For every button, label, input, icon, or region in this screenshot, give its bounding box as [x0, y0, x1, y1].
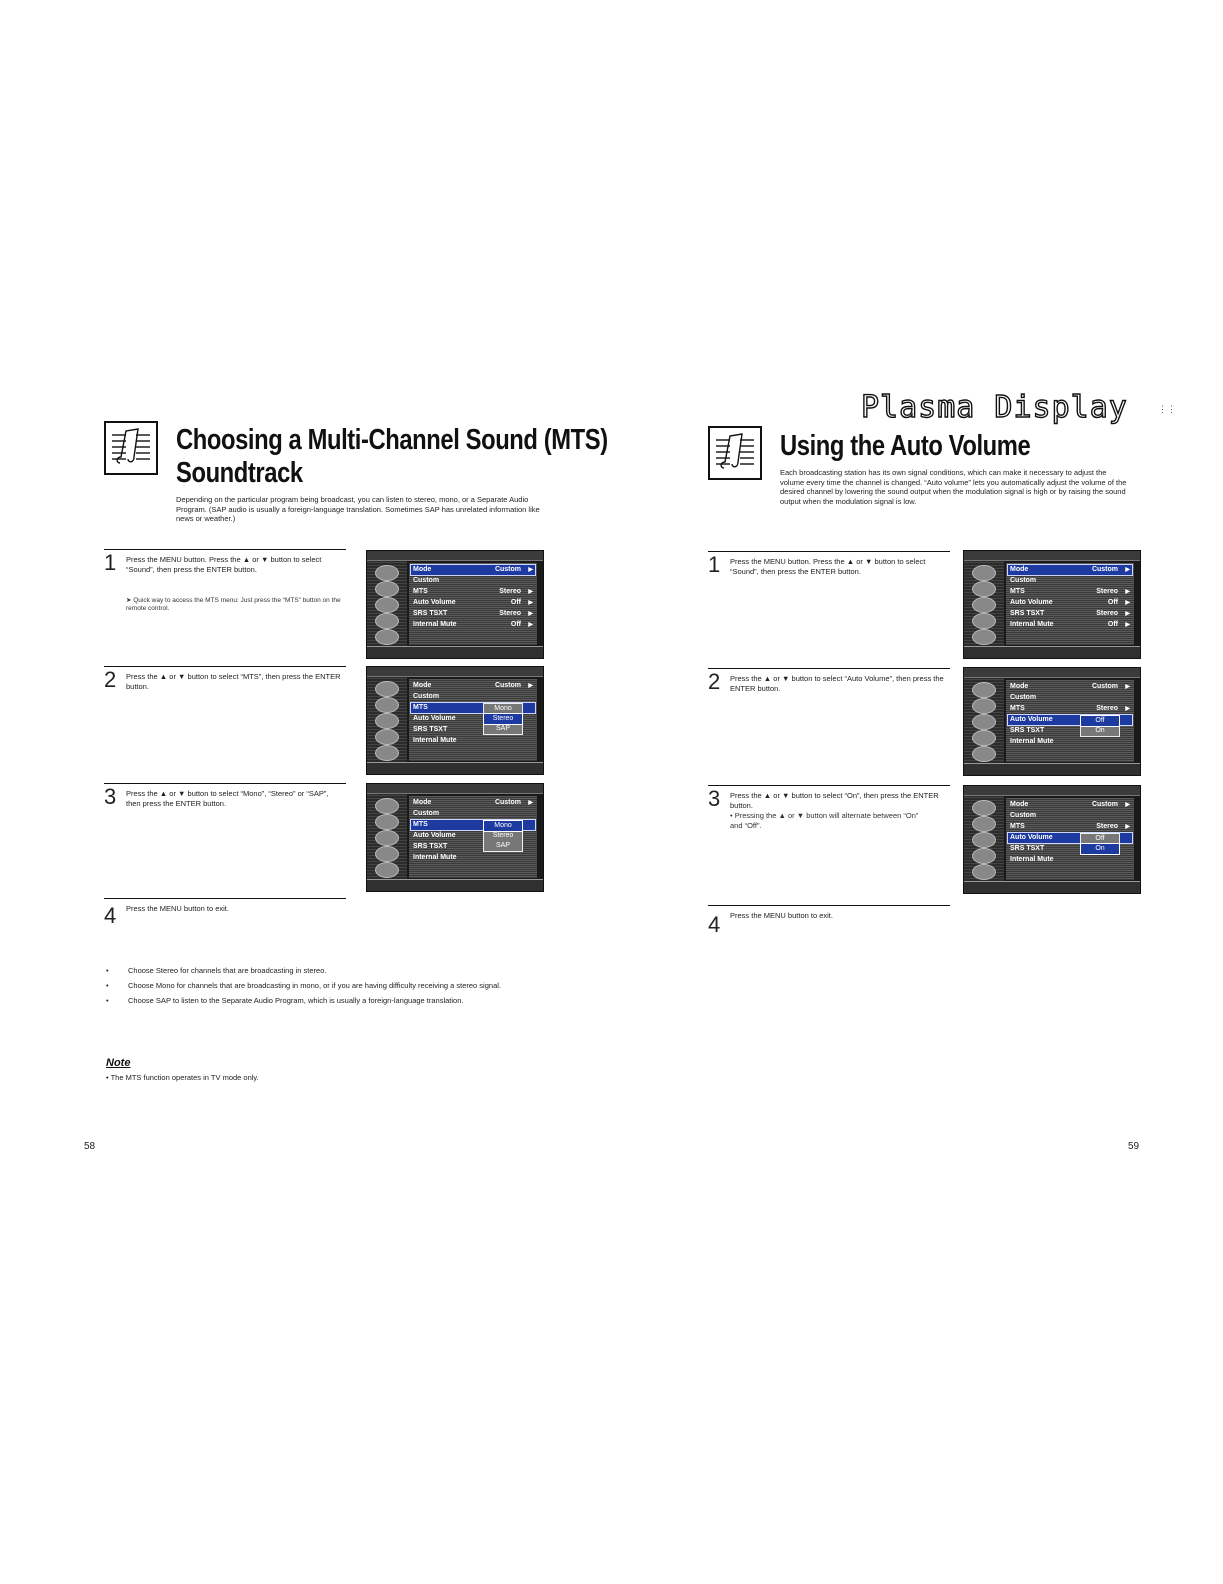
- menu-category-icon: [375, 681, 399, 697]
- osd-menu-row[interactable]: [1008, 822, 1132, 832]
- osd-row-label: MTS: [413, 704, 428, 711]
- page-title-line2: Soundtrack: [176, 457, 303, 489]
- intro-text-right: Each broadcasting station has its own signal conditions, which can make it necessary to adjust the volume every time the channel is changed. “Auto volume” lets you automatically adjust the volume of the desired channel by lowering the sound output when the modulation signal is high or by raising the sound output when the modulation signal is low.: [780, 468, 1127, 506]
- osd-help-bar: [964, 881, 1140, 893]
- chevron-right-icon: ▶: [1125, 684, 1130, 690]
- osd-menu-row[interactable]: [1008, 800, 1132, 810]
- step-text: Press the ▲ or ▼ button to select “MTS”, then press the ENTER button.: [126, 672, 341, 691]
- osd-option[interactable]: Mono: [494, 705, 512, 712]
- menu-category-icon: [972, 698, 996, 714]
- osd-option-list: [483, 703, 523, 735]
- menu-category-icon: [375, 565, 399, 581]
- osd-side-icons: [964, 796, 1004, 881]
- osd-menu-row[interactable]: [1008, 693, 1132, 703]
- menu-category-icon: [972, 613, 996, 629]
- osd-row-label: Custom: [413, 577, 440, 584]
- chevron-right-icon: ▶: [1125, 600, 1130, 606]
- osd-row-label: MTS: [1010, 588, 1025, 595]
- osd-row-value: Custom: [1091, 566, 1118, 573]
- osd-title-bar: [964, 551, 1140, 561]
- osd-row-label: SRS TSXT: [1010, 610, 1045, 617]
- step-text: Press the MENU button. Press the ▲ or ▼ button to select “Sound”, then press the ENTER button.: [730, 557, 926, 576]
- osd-screen-step1: [366, 550, 544, 659]
- osd-row-label: Custom: [1010, 577, 1037, 584]
- step-text: Press the ▲ or ▼ button to select “Auto Volume”, then press the ENTER button.: [730, 674, 944, 693]
- osd-screen-step2: [963, 667, 1141, 776]
- osd-row-value: Custom: [1091, 801, 1118, 808]
- step-text: Press the MENU button to exit.: [730, 911, 833, 920]
- tip-item: • Choose Stereo for channels that are broadcasting in stereo.: [106, 966, 327, 975]
- osd-menu-row[interactable]: [1008, 565, 1132, 575]
- menu-category-icon: [375, 798, 399, 814]
- osd-menu-row[interactable]: [1008, 609, 1132, 619]
- osd-help-bar: [367, 646, 543, 658]
- osd-row-value: Stereo: [1096, 823, 1118, 830]
- menu-category-icon: [375, 729, 399, 745]
- chevron-right-icon: ▶: [528, 589, 533, 595]
- osd-row-label: SRS TSXT: [413, 726, 448, 733]
- step-number: 4: [708, 912, 721, 937]
- osd-help-bar: [367, 879, 543, 891]
- osd-row-value: Custom: [1091, 683, 1118, 690]
- osd-row-value: Custom: [494, 566, 521, 573]
- osd-side-icons: [367, 794, 407, 879]
- tip-item: • Choose Mono for channels that are broadcasting in mono, or if you are having difficulty receiving a stereo signal.: [106, 981, 501, 990]
- osd-option-list: [1080, 833, 1120, 855]
- osd-row-label: Custom: [413, 693, 440, 700]
- osd-row-value: Stereo: [1096, 588, 1118, 595]
- step-number: 4: [104, 903, 117, 928]
- osd-menu-row[interactable]: [1008, 576, 1132, 586]
- step-number: 3: [104, 784, 117, 809]
- osd-row-label: Internal Mute: [413, 737, 457, 744]
- osd-row-label: Auto Volume: [1010, 599, 1053, 606]
- menu-category-icon: [972, 730, 996, 746]
- osd-menu: [1006, 798, 1134, 880]
- osd-option[interactable]: Stereo: [492, 832, 514, 839]
- osd-help-bar: [367, 762, 543, 774]
- osd-side-icons: [964, 678, 1004, 763]
- osd-menu-row[interactable]: [411, 692, 535, 702]
- chevron-right-icon: ▶: [1125, 611, 1130, 617]
- osd-option[interactable]: SAP: [495, 725, 510, 732]
- note-text: • The MTS function operates in TV mode only.: [106, 1073, 259, 1082]
- step-text: Press the ▲ or ▼ button to select “On”, then press the ENTER button.: [730, 791, 939, 810]
- step-number: 2: [708, 669, 721, 694]
- osd-menu-row[interactable]: [411, 609, 535, 619]
- osd-screen-step2: [366, 666, 544, 775]
- osd-side-icons: [367, 677, 407, 762]
- menu-category-icon: [375, 581, 399, 597]
- chevron-right-icon: ▶: [1125, 589, 1130, 595]
- step-text: Press the MENU button to exit.: [126, 904, 229, 913]
- sound-note-icon: [104, 421, 158, 475]
- menu-category-icon: [375, 697, 399, 713]
- osd-row-label: Auto Volume: [413, 599, 456, 606]
- chevron-right-icon: ▶: [1125, 802, 1130, 808]
- osd-row-label: Mode: [413, 799, 432, 806]
- osd-row-label: SRS TSXT: [413, 843, 448, 850]
- menu-category-icon: [375, 629, 399, 645]
- step-1: [104, 549, 346, 650]
- chevron-right-icon: ▶: [528, 622, 533, 628]
- osd-row-label: Custom: [413, 810, 440, 817]
- osd-row-label: Auto Volume: [1010, 834, 1053, 841]
- menu-category-icon: [972, 682, 996, 698]
- osd-option[interactable]: SAP: [495, 842, 510, 849]
- osd-option[interactable]: Stereo: [484, 714, 522, 724]
- menu-category-icon: [972, 864, 996, 880]
- osd-title-bar: [964, 786, 1140, 796]
- intro-text: Depending on the particular program being broadcast, you can listen to stereo, mono, or a Separate Audio Program. (SAP audio is usually a foreign-language translation. Sometimes SAP has unrelated information like news or weather.): [176, 495, 540, 523]
- step-2: [104, 666, 346, 767]
- osd-row-value: Stereo: [499, 610, 521, 617]
- step-text: Press the ▲ or ▼ button to select “Mono”, “Stereo” or “SAP”, then press the ENTER button.: [126, 789, 329, 808]
- menu-category-icon: [972, 800, 996, 816]
- step-4: [104, 898, 346, 939]
- osd-menu: [409, 563, 537, 645]
- osd-screen-step1: [963, 550, 1141, 659]
- osd-row-label: Custom: [1010, 694, 1037, 701]
- osd-option[interactable]: Off: [1081, 716, 1119, 726]
- osd-row-label: Internal Mute: [1010, 621, 1054, 628]
- chevron-right-icon: ▶: [1125, 706, 1130, 712]
- osd-screen-step3: [366, 783, 544, 892]
- page-title-line1: Choosing a Multi-Channel Sound (MTS): [176, 424, 608, 456]
- menu-category-icon: [375, 597, 399, 613]
- menu-category-icon: [375, 745, 399, 761]
- osd-row-label: Mode: [413, 682, 432, 689]
- step-3: [104, 783, 346, 884]
- sound-note-icon: [708, 426, 762, 480]
- step-number: 2: [104, 667, 117, 692]
- osd-row-value: Off: [510, 599, 521, 606]
- osd-side-icons: [964, 561, 1004, 646]
- chevron-right-icon: ▶: [528, 683, 533, 689]
- menu-category-icon: [375, 713, 399, 729]
- step-hint: ➤ Quick way to access the MTS menu: Just press the “MTS” button on the remote control.: [126, 597, 341, 612]
- chevron-right-icon: ▶: [528, 600, 533, 606]
- tips-list: [106, 966, 536, 1011]
- menu-category-icon: [972, 565, 996, 581]
- osd-option[interactable]: Off: [1095, 835, 1105, 842]
- osd-row-label: SRS TSXT: [1010, 845, 1045, 852]
- osd-row-value: Custom: [494, 682, 521, 689]
- osd-menu-row[interactable]: [411, 736, 535, 746]
- osd-row-label: MTS: [413, 821, 428, 828]
- osd-menu: [1006, 680, 1134, 762]
- osd-menu: [409, 796, 537, 878]
- osd-row-value: Off: [1107, 599, 1118, 606]
- osd-row-label: Internal Mute: [1010, 856, 1054, 863]
- osd-option-list: [1080, 715, 1120, 737]
- osd-option[interactable]: On: [1081, 844, 1119, 854]
- osd-row-value: Custom: [494, 799, 521, 806]
- step-3: [708, 785, 950, 886]
- osd-row-label: Custom: [1010, 812, 1037, 819]
- osd-menu-row[interactable]: [411, 620, 535, 630]
- step-text: Press the MENU button. Press the ▲ or ▼ button to select “Sound”, then press the ENTER button.: [126, 555, 322, 574]
- osd-row-label: Internal Mute: [1010, 738, 1054, 745]
- osd-menu-row[interactable]: [1008, 598, 1132, 608]
- step-number: 1: [104, 550, 117, 575]
- menu-category-icon: [375, 814, 399, 830]
- osd-row-label: Auto Volume: [413, 715, 456, 722]
- osd-title-bar: [367, 784, 543, 794]
- osd-help-bar: [964, 763, 1140, 775]
- menu-category-icon: [375, 830, 399, 846]
- osd-menu-row[interactable]: [1008, 855, 1132, 865]
- osd-menu: [1006, 563, 1134, 645]
- page-title-right: Using the Auto Volume: [780, 430, 1031, 462]
- osd-option-list: [483, 820, 523, 852]
- osd-row-label: Mode: [1010, 566, 1029, 573]
- osd-row-label: Auto Volume: [413, 832, 456, 839]
- chevron-right-icon: ▶: [1125, 567, 1130, 573]
- osd-row-label: Auto Volume: [1010, 716, 1053, 723]
- tip-item: • Choose SAP to listen to the Separate Audio Program, which is usually a foreign-language translation.: [106, 996, 464, 1005]
- osd-help-bar: [964, 646, 1140, 658]
- osd-menu-row[interactable]: [1008, 620, 1132, 630]
- osd-row-value: Stereo: [1096, 705, 1118, 712]
- step-subnote: • Pressing the ▲ or ▼ button will alternate between “On” and “Off”.: [730, 811, 919, 830]
- osd-menu: [409, 679, 537, 761]
- menu-category-icon: [972, 629, 996, 645]
- step-1: [708, 551, 950, 652]
- osd-title-bar: [367, 551, 543, 561]
- osd-menu-row[interactable]: [1008, 704, 1132, 714]
- osd-row-label: MTS: [413, 588, 428, 595]
- osd-option[interactable]: Mono: [484, 821, 522, 831]
- osd-row-value: Off: [1107, 621, 1118, 628]
- menu-category-icon: [375, 613, 399, 629]
- osd-row-label: Mode: [1010, 801, 1029, 808]
- osd-menu-row[interactable]: [411, 853, 535, 863]
- step-number: 1: [708, 552, 721, 577]
- chevron-right-icon: ▶: [1125, 622, 1130, 628]
- osd-row-label: MTS: [1010, 823, 1025, 830]
- page-number-left: 58: [84, 1141, 96, 1152]
- page-number-right: 59: [1128, 1141, 1140, 1152]
- osd-option[interactable]: On: [1095, 727, 1105, 734]
- osd-menu-row[interactable]: [411, 587, 535, 597]
- step-number: 3: [708, 786, 721, 811]
- osd-row-value: Off: [510, 621, 521, 628]
- osd-menu-row[interactable]: [411, 809, 535, 819]
- osd-menu-row[interactable]: [1008, 811, 1132, 821]
- step-4: [708, 905, 950, 946]
- osd-row-label: SRS TSXT: [1010, 727, 1045, 734]
- osd-menu-row[interactable]: [411, 681, 535, 691]
- osd-menu-row[interactable]: [411, 565, 535, 575]
- osd-row-label: Internal Mute: [413, 621, 457, 628]
- page-title: [176, 424, 608, 490]
- osd-row-label: SRS TSXT: [413, 610, 448, 617]
- chevron-right-icon: ▶: [1125, 824, 1130, 830]
- menu-category-icon: [972, 581, 996, 597]
- osd-row-label: MTS: [1010, 705, 1025, 712]
- osd-row-label: Internal Mute: [413, 854, 457, 861]
- step-2: [708, 668, 950, 769]
- osd-menu-row[interactable]: [411, 598, 535, 608]
- chevron-right-icon: ▶: [528, 567, 533, 573]
- menu-category-icon: [972, 832, 996, 848]
- osd-menu-row[interactable]: [1008, 737, 1132, 747]
- chevron-right-icon: ▶: [528, 611, 533, 617]
- menu-category-icon: [972, 816, 996, 832]
- osd-menu-row[interactable]: [411, 798, 535, 808]
- brand-logo: Plasma Display: [861, 390, 1128, 425]
- osd-row-value: Stereo: [1096, 610, 1118, 617]
- chevron-right-icon: ▶: [528, 800, 533, 806]
- osd-screen-step3: [963, 785, 1141, 894]
- note-heading: Note: [106, 1057, 131, 1069]
- menu-category-icon: [972, 746, 996, 762]
- menu-category-icon: [972, 597, 996, 613]
- menu-category-icon: [375, 862, 399, 878]
- menu-category-icon: [972, 714, 996, 730]
- corner-mark: ⋮⋮: [1158, 404, 1176, 414]
- menu-category-icon: [972, 848, 996, 864]
- osd-menu-row[interactable]: [1008, 587, 1132, 597]
- osd-title-bar: [964, 668, 1140, 678]
- osd-title-bar: [367, 667, 543, 677]
- osd-row-label: Mode: [413, 566, 432, 573]
- osd-side-icons: [367, 561, 407, 646]
- osd-menu-row[interactable]: [411, 576, 535, 586]
- osd-row-value: Stereo: [499, 588, 521, 595]
- osd-menu-row[interactable]: [1008, 682, 1132, 692]
- menu-category-icon: [375, 846, 399, 862]
- osd-row-label: Mode: [1010, 683, 1029, 690]
